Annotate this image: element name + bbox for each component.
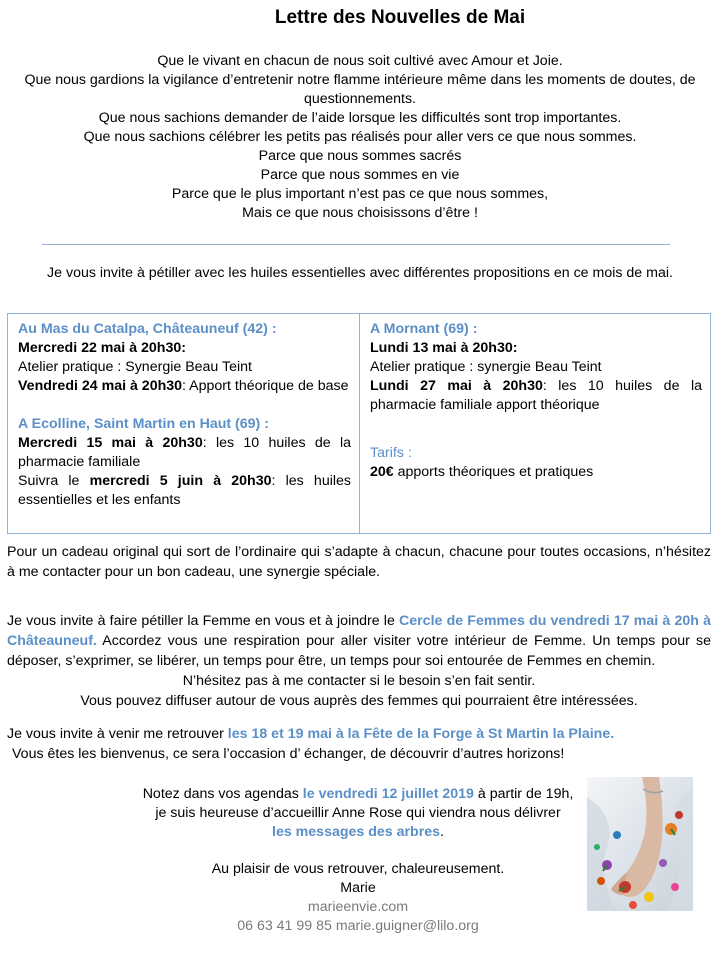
event-description: : les 10 huiles de la pharmacie familiale apport théorique — [370, 378, 702, 413]
poem-line: Que nous gardions la vigilance d’entretenir notre flamme intérieure même dans les moments de doutes, de questionnements. — [24, 72, 696, 107]
venue-heading: A Mornant (69) : — [370, 321, 478, 337]
agenda-line: je suis heureuse d’accueillir Anne Rose qui viendra nous délivrer — [155, 805, 561, 821]
poem-line: Que nous sachions célébrer les petits pas réalisés pour aller vers ce que nous sommes. — [83, 129, 637, 145]
poem-line: Mais ce que nous choisissons d’être ! — [242, 205, 478, 221]
contact-info[interactable]: 06 63 41 99 85 marie.guigner@lilo.org — [237, 918, 479, 934]
agenda-date: le vendredi 12 juillet 2019 — [302, 786, 474, 802]
divider — [42, 244, 670, 245]
tarifs-label: Tarifs : — [370, 445, 412, 461]
forge-event: les 18 et 19 mai à la Fête de la Forge à St Martin la Plaine. — [227, 726, 615, 742]
event-description: : les huiles essentielles et les enfants — [18, 473, 352, 508]
event-date: Lundi 13 mai à 20h30: — [370, 340, 518, 356]
invite-text: Je vous invite à pétiller avec les huiles essentielles avec différentes propositions en ce mois de mai. — [47, 265, 673, 281]
event-date: Vendredi 24 mai à 20h30 — [18, 378, 183, 394]
event-description: Atelier pratique : synergie Beau Teint — [370, 359, 602, 375]
poem-line: Que nous sachions demander de l’aide lorsque les difficultés sont trop importantes. — [98, 110, 622, 126]
circle-event: Cercle de Femmes du vendredi 17 mai à 20h à Châteauneuf. — [7, 613, 711, 649]
poem-line: Que le vivant en chacun de nous soit cultivé avec Amour et Joie. — [157, 53, 563, 69]
price: 20€ — [370, 464, 394, 480]
events-table — [7, 313, 711, 534]
event-description: : Apport théorique de base — [182, 378, 349, 394]
price-description: apports théoriques et pratiques — [393, 464, 594, 480]
venue-heading: A Ecolline, Saint Martin en Haut (69) : — [18, 416, 269, 432]
event-description: Suivra le — [18, 473, 90, 489]
poem-line: Parce que nous sommes sacrés — [258, 148, 462, 164]
forge-section — [7, 724, 711, 764]
event-description: : les 10 huiles de la pharmacie familiale — [18, 435, 351, 470]
event-date: Mercredi 15 mai à 20h30 — [18, 435, 203, 451]
agenda-topic: les messages des arbres — [272, 824, 441, 840]
poem-line: Parce que nous sommes en vie — [260, 167, 460, 183]
event-date: Mercredi 22 mai à 20h30: — [18, 340, 186, 356]
circle-section — [7, 611, 711, 711]
signature-name: Marie — [340, 880, 376, 896]
agenda-text: Notez dans vos agendas — [142, 786, 303, 802]
circle-line: Vous pouvez diffuser autour de vous auprès des femmes qui pourraient être intéressées. — [80, 693, 638, 709]
forge-text: Je vous invite à venir me retrouver — [7, 726, 228, 742]
circle-text: Accordez vous une respiration pour aller visiter votre intérieur de Femme. Un temps pour se déposer, s’exprimer, se libérer, un temps pour être, un temps pour soi entourée de Femmes en chemin. — [7, 633, 711, 669]
agenda-text: à partir de 19h, — [473, 786, 574, 802]
closing-line: Au plaisir de vous retrouver, chaleureusement. — [211, 861, 505, 877]
event-date: Lundi 27 mai à 20h30 — [370, 378, 543, 394]
venue-heading: Au Mas du Catalpa, Châteauneuf (42) : — [18, 321, 277, 337]
events-column-right — [360, 314, 710, 533]
website-link[interactable]: marieenvie.com — [307, 899, 409, 915]
event-description: Atelier pratique : Synergie Beau Teint — [18, 359, 252, 375]
flowers-hand-illustration — [587, 777, 693, 911]
circle-text: Je vous invite à faire pétiller la Femme en vous et à joindre le — [7, 613, 400, 629]
page-title: Lettre des Nouvelles de Mai — [274, 7, 526, 28]
forge-line: Vous êtes les bienvenus, ce sera l’occasion d’ échanger, de découvrir d’autres horizons! — [12, 746, 565, 762]
agenda-section: Notez dans vos agendas le vendredi 12 juillet 2019 à partir de 19h, je suis heureuse d’accueillir Anne Rose qui viendra nous délivrer les messages des arbres. — [0, 785, 716, 842]
gift-paragraph: Pour un cadeau original qui sort de l’ordinaire qui s’adapte à chacun, chacune pour toutes occasions, n’hésitez à me contacter pour un bon cadeau, une synergie spéciale. — [7, 544, 711, 580]
circle-line: N’hésitez pas à me contacter si le besoin s’en fait sentir. — [182, 673, 536, 689]
poem-line: Parce que le plus important n’est pas ce que nous sommes, — [171, 186, 549, 202]
flowers-hand-photo — [587, 777, 693, 911]
events-column-left — [8, 314, 360, 533]
event-date: mercredi 5 juin à 20h30 — [89, 473, 272, 489]
poem — [0, 52, 720, 223]
